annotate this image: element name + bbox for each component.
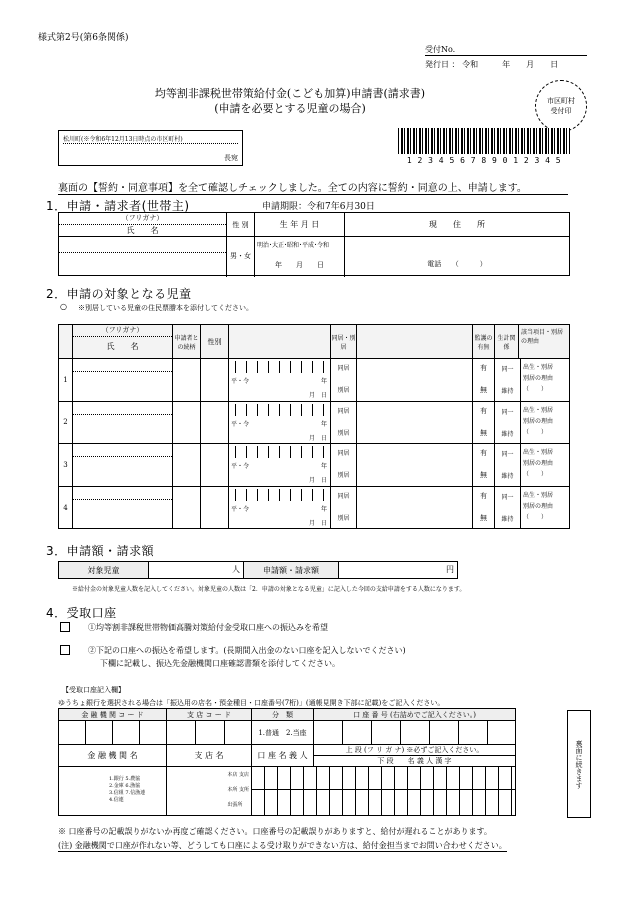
gender-header: 性別: [201, 325, 229, 359]
amount-field[interactable]: [339, 562, 457, 578]
form-number: 様式第2号(第6条関係): [38, 33, 129, 43]
custody-yes[interactable]: 有: [480, 449, 487, 457]
reception-stamp: [535, 80, 587, 132]
relation-field[interactable]: [173, 444, 201, 486]
account-table: [58, 708, 516, 816]
name-field[interactable]: [59, 253, 226, 275]
option2-sublabel: 下欄に記載し、振込先金融機関口座確認書類を添付してください。: [100, 659, 340, 668]
cohab-option[interactable]: 同居: [337, 407, 350, 415]
month-day-label: 月 日: [308, 392, 327, 399]
livelihood-same[interactable]: 同一: [501, 493, 514, 501]
continued-text: 裏面に続きます: [575, 739, 583, 789]
applicant-name-label: 氏 名: [59, 225, 226, 237]
account-number-field[interactable]: [314, 721, 515, 745]
custody-field[interactable]: [473, 444, 495, 486]
gender-field[interactable]: 男・女: [230, 252, 251, 260]
livelihood-field[interactable]: [495, 359, 521, 401]
addressee-suffix: 長宛: [224, 154, 238, 162]
section4-title: 4．受取口座: [46, 606, 117, 620]
year-label: 年: [320, 420, 327, 428]
issue-date: 発行日 ： 令和 年 月 日: [425, 60, 559, 69]
section3-title: 3．申請額・請求額: [46, 544, 155, 558]
livelihood-field[interactable]: [495, 487, 521, 530]
custody-field[interactable]: [473, 359, 495, 401]
child-birthdate-field[interactable]: [229, 402, 331, 444]
livelihood-keep[interactable]: 維持: [501, 515, 514, 523]
reason-field[interactable]: [523, 447, 569, 478]
holder-name-field[interactable]: [252, 767, 515, 815]
children-table: [58, 324, 570, 529]
row-number: 1: [59, 359, 73, 401]
cohabitation-field[interactable]: [331, 359, 357, 401]
reason-field[interactable]: [523, 490, 569, 521]
branch-code-field[interactable]: [167, 721, 252, 745]
cohabitation-header: 同居・別居: [331, 325, 357, 359]
bank-name-field[interactable]: [59, 767, 167, 815]
child-row: [59, 444, 569, 487]
separate-option[interactable]: 別居: [337, 387, 350, 394]
continued-notice: [567, 710, 591, 818]
bank-name-label: 金 融 機 関 名: [59, 745, 167, 767]
custody-no[interactable]: 無: [480, 386, 487, 394]
applicant-furigana: （フリガナ）: [59, 213, 226, 225]
reason-separate: 別居の理由: [523, 375, 554, 382]
option1-label: ①均等割非課税世帯物価高騰対策給付金受取口座への振込みを希望: [88, 623, 328, 632]
holder-kana-label: 上 段 (フ リ ガ ナ) ※必ずご記入ください。: [314, 745, 515, 756]
separate-option[interactable]: 別居: [337, 514, 350, 522]
amount-label: 申請額・請求額: [244, 562, 339, 578]
account-number-label: 口 座 番 号 (右詰めでご記入ください。): [314, 709, 515, 721]
year-label: 年: [320, 378, 327, 385]
reason-paren: （ ）: [523, 471, 548, 478]
option2-checkbox[interactable]: [60, 645, 70, 655]
separate-option[interactable]: 別居: [337, 472, 350, 479]
reason-paren: （ ）: [523, 428, 548, 436]
reason-birth: 出生・別居: [523, 406, 554, 414]
branch-type-option[interactable]: 出張所: [227, 802, 243, 808]
child-gender-field[interactable]: [201, 402, 229, 444]
footer-note1: ※ 口座番号の記載誤りがないか再度ご確認ください。口座番号の記載誤りがありますと、給付が遅れることがあります。: [58, 827, 492, 836]
category-field[interactable]: 1.普通 2.当座: [252, 721, 314, 745]
reason-birth: 出生・別居: [523, 449, 554, 456]
receipt-number: 受付No.: [425, 44, 587, 56]
stamp-line2: 受付印: [550, 107, 572, 115]
month-day-label: 月 日: [308, 519, 327, 527]
branch-type-option[interactable]: 本店 支店: [227, 772, 249, 778]
livelihood-same[interactable]: 同一: [501, 451, 514, 458]
branch-name-field[interactable]: [167, 767, 252, 815]
consent-statement: 裏面の【誓約・同意事項】を全て確認しチェックしました。全ての内容に誓約・同意の上、申請します。: [58, 179, 568, 195]
reason-paren: （ ）: [523, 386, 548, 393]
row-number: 2: [59, 402, 73, 444]
stamp-line1: 市区町村: [547, 97, 575, 105]
relation-field[interactable]: [173, 487, 201, 530]
holder-label: 口 座 名 義 人: [252, 745, 314, 767]
cohabitation-field[interactable]: [331, 402, 357, 444]
era-label: 平・令: [231, 463, 250, 470]
cohab-option[interactable]: 同居: [337, 365, 350, 372]
amount-note: ※給付金の対象児童人数を記入してください。対象児童の人数は「2．申請の対象となる児童」に記入した今回の支給申請をする人数になります。: [72, 586, 466, 593]
bank-type-option[interactable]: 1.銀行 5.農協: [109, 776, 141, 782]
child-birthdate-field[interactable]: [229, 444, 331, 486]
relation-field[interactable]: [173, 402, 201, 444]
custody-no[interactable]: 無: [480, 513, 487, 522]
gender-label: 性 別: [227, 213, 254, 237]
livelihood-same[interactable]: 同一: [501, 408, 514, 416]
custody-header: 監護の有無: [473, 325, 495, 359]
livelihood-field[interactable]: [495, 402, 521, 444]
livelihood-keep[interactable]: 維持: [501, 430, 514, 438]
branch-code-label: 支 店 コ ー ド: [167, 709, 252, 721]
custody-no[interactable]: 無: [480, 428, 487, 437]
target-children-field[interactable]: [149, 562, 244, 578]
address-field[interactable]: [357, 444, 473, 486]
bank-type-option[interactable]: 3.信組 7.信漁連: [109, 790, 146, 796]
municipality: 松川町(※令和6年12月13日時点の市区町村): [63, 134, 238, 144]
birthdate-field[interactable]: 年 月 日: [275, 261, 324, 269]
footer-note2: (注) 金融機関で口座が作れない等、どうしても口座による受け取りができない方は、給付金担当までお問い合わせください。: [58, 841, 507, 850]
form-subtitle: (申請を必要とする児童の場合): [214, 102, 366, 115]
custody-yes[interactable]: 有: [480, 406, 487, 415]
reason-separate: 別居の理由: [523, 460, 554, 467]
era-label: 平・令: [231, 420, 250, 428]
custody-no[interactable]: 無: [480, 471, 487, 479]
section2-title: 2．申請の対象となる児童: [46, 287, 192, 301]
livelihood-keep[interactable]: 維持: [501, 388, 514, 395]
address-field[interactable]: [357, 487, 473, 530]
livelihood-same[interactable]: 同一: [501, 366, 514, 373]
address-field[interactable]: [357, 359, 473, 401]
reason-header: 該当項目・別居の理由: [521, 329, 564, 345]
branch-type-option[interactable]: 本所 支所: [227, 787, 249, 793]
custody-yes[interactable]: 有: [480, 491, 487, 500]
section1-title: 1．申請・請求者(世帯主): [46, 199, 190, 213]
bank-type-option[interactable]: 4.信連: [109, 797, 124, 803]
child-birthdate-field[interactable]: [229, 487, 331, 530]
separate-option[interactable]: 別居: [337, 429, 350, 437]
relation-field[interactable]: [173, 359, 201, 401]
reason-birth: 出生・別居: [523, 364, 554, 371]
child-gender-field[interactable]: [201, 359, 229, 401]
branch-name-label: 支 店 名: [167, 745, 252, 767]
barcode: [398, 128, 570, 154]
reason-birth: 出生・別居: [523, 491, 554, 499]
unit-person: 人: [232, 565, 240, 574]
child-row: [59, 359, 569, 402]
target-children-label: 対象児童: [59, 562, 149, 578]
child-row: [59, 487, 569, 530]
reason-field[interactable]: [523, 362, 569, 393]
reason-field[interactable]: [523, 405, 569, 436]
cohabitation-field[interactable]: [331, 487, 357, 530]
custody-field[interactable]: [473, 487, 495, 530]
cohab-option[interactable]: 同居: [337, 450, 350, 457]
child-name-field[interactable]: [73, 402, 173, 444]
row-number: 4: [59, 487, 73, 530]
barcode-number: 1 2 3 4 5 6 7 8 9 0 1 2 3 4 5: [406, 156, 562, 165]
child-furigana-header: （フリガナ）: [73, 325, 172, 337]
cohab-option[interactable]: 同居: [337, 492, 350, 500]
address-field[interactable]: [357, 402, 473, 444]
bank-code-field[interactable]: [59, 721, 167, 745]
custody-yes[interactable]: 有: [480, 364, 487, 372]
child-name-field[interactable]: [73, 487, 173, 530]
livelihood-header: 生計関係: [495, 325, 519, 359]
custody-field[interactable]: [473, 402, 495, 444]
reason-paren: （ ）: [523, 513, 548, 521]
furigana-field[interactable]: [59, 237, 226, 253]
child-name-field[interactable]: [73, 359, 173, 401]
child-name-header: 氏 名: [106, 342, 139, 351]
era-options[interactable]: 明治･大正･昭和･平成･令和: [257, 242, 330, 249]
relation-header: 申請者との続柄: [173, 325, 201, 359]
form-title: 均等割非課税世帯策給付金(こども加算)申請書(請求書): [154, 87, 426, 100]
livelihood-keep[interactable]: 維持: [501, 473, 514, 480]
yucho-note: ゆうちょ銀行を選択される場合は「振込用の店名・預金種目・口座番号(7桁)」(通帳見開き下部に記載)をご記入ください。: [58, 699, 445, 707]
category-label: 分 類: [252, 709, 314, 721]
note-mark: ○: [60, 302, 67, 311]
child-name-field[interactable]: [73, 444, 173, 486]
reason-separate: 別居の理由: [523, 417, 554, 425]
option1-checkbox[interactable]: [60, 622, 70, 632]
address-field[interactable]: [345, 237, 569, 259]
child-gender-field[interactable]: [201, 487, 229, 530]
year-label: 年: [320, 505, 327, 513]
reason-separate: 別居の理由: [523, 502, 554, 510]
era-label: 平・令: [231, 505, 250, 513]
holder-kanji-label: 下 段 名 義 人 漢 字: [314, 756, 515, 767]
child-gender-field[interactable]: [201, 444, 229, 486]
child-row: [59, 402, 569, 445]
bank-code-label: 金 融 機 関 コ ー ド: [59, 709, 167, 721]
unit-yen: 円: [446, 565, 454, 574]
option2-label: ②下記の口座への振込を希望します。(長期間入出金のない口座を記入しないでください): [88, 646, 406, 655]
birthdate-label: 生 年 月 日: [255, 213, 344, 237]
month-day-label: 月 日: [308, 477, 327, 484]
era-label: 平・令: [231, 378, 250, 385]
cohabitation-field[interactable]: [331, 444, 357, 486]
month-day-label: 月 日: [308, 434, 327, 442]
deadline: 申請期限：令和7年6月30日: [262, 202, 375, 212]
addressee-box: [58, 130, 243, 166]
applicant-table: [58, 212, 570, 276]
amount-table: [58, 561, 458, 579]
account-heading: 【受取口座記入欄】: [62, 686, 125, 694]
phone-field[interactable]: 電話 （ ）: [427, 260, 487, 268]
child-birthdate-field[interactable]: [229, 359, 331, 401]
year-label: 年: [320, 463, 327, 470]
address-label: 現 住 所: [345, 213, 569, 237]
bank-type-option[interactable]: 2.金庫 6.漁協: [109, 783, 141, 789]
row-number: 3: [59, 444, 73, 486]
children-note: ※別居している児童の住民票謄本を添付してください。: [78, 304, 253, 312]
livelihood-field[interactable]: [495, 444, 521, 486]
